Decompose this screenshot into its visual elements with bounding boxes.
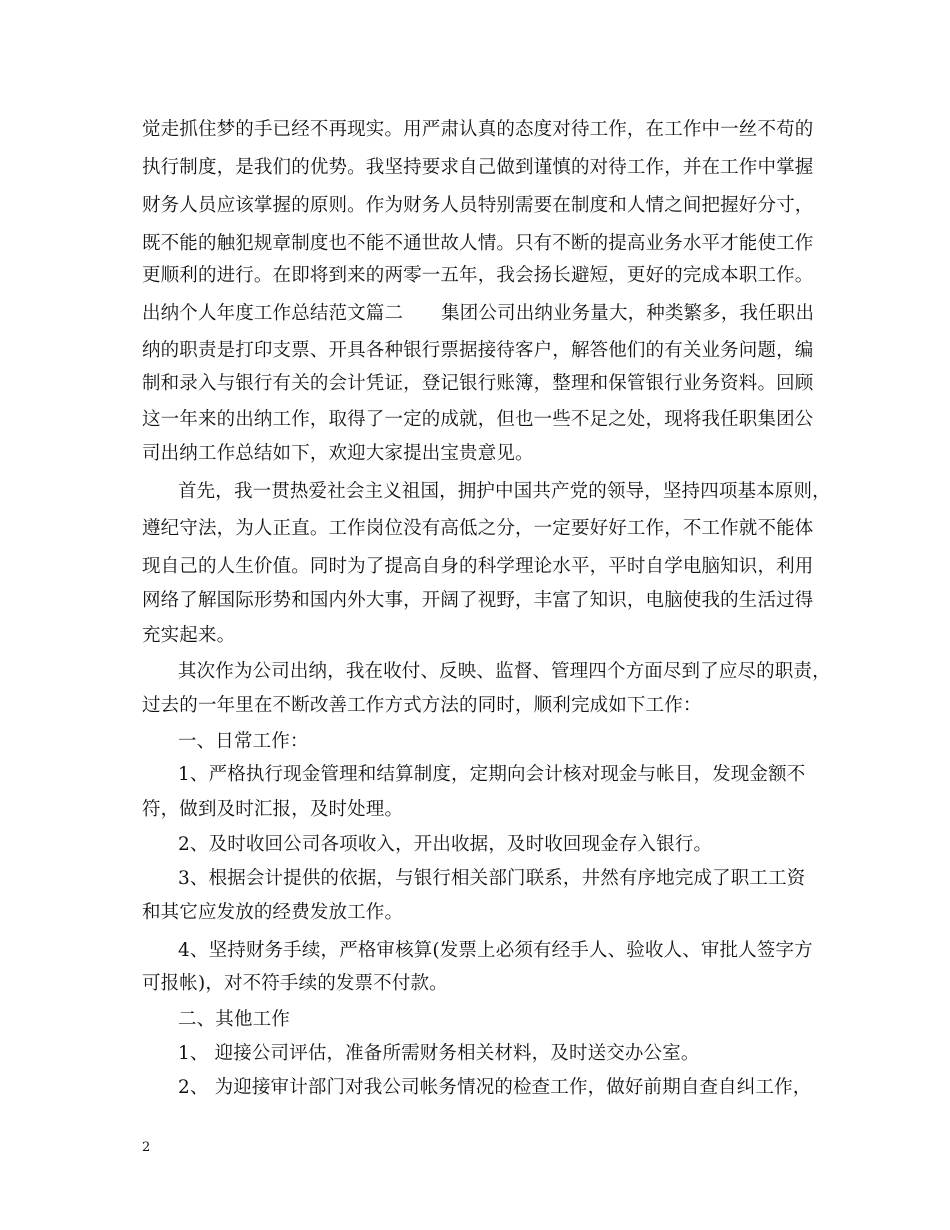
- list-item-line: 2、及时收回公司各项收入，开出收据，及时收回现金存入银行。: [178, 834, 713, 855]
- paragraph-line: 司出纳工作总结如下，欢迎大家提出宝贵意见。: [142, 443, 534, 464]
- list-item-line: 2、 为迎接审计部门对我公司帐务情况的检查工作，做好前期自查自纠工作，: [178, 1077, 812, 1098]
- paragraph-line: 更顺利的进行。在即将到来的两零一五年，我会扬长避短，更好的完成本职工作。: [142, 265, 814, 286]
- paragraph-line: 觉走抓住梦的手已经不再现实。用严肃认真的态度对待工作，在工作中一丝不苟的: [142, 119, 814, 140]
- list-heading: 一、日常工作：: [178, 731, 309, 752]
- paragraph-line: 充实起来。: [142, 625, 236, 646]
- paragraph-line: 既不能的触犯规章制度也不能不通世故人情。只有不断的提高业务水平才能使工作: [142, 233, 814, 254]
- paragraph-line: 这一年来的出纳工作，取得了一定的成就，但也一些不足之处，现将我任职集团公: [142, 409, 814, 430]
- paragraph-line: 网络了解国际形势和国内外大事，开阔了视野，丰富了知识，电脑使我的生活过得: [142, 590, 814, 611]
- paragraph-line: 执行制度，是我们的优势。我坚持要求自己做到谨慎的对待工作，并在工作中掌握: [142, 157, 814, 178]
- list-item-line: 和其它应发放的经费发放工作。: [142, 902, 404, 923]
- page-number: 2: [142, 1140, 151, 1155]
- list-heading: 二、其他工作: [178, 1009, 290, 1030]
- paragraph-line: 遵纪守法，为人正直。工作岗位没有高低之分，一定要好好工作，不工作就不能体: [142, 518, 814, 539]
- list-item-line: 4、坚持财务手续，严格审核算(发票上必须有经手人、验收人、审批人签字方: [178, 940, 813, 961]
- paragraph-line: 纳的职责是打印支票、开具各种银行票据接待客户，解答他们的有关业务问题，编: [142, 340, 814, 361]
- list-item-line: 3、根据会计提供的依据，与银行相关部门联系，井然有序地完成了职工工资: [178, 868, 806, 889]
- section-title: 出纳个人年度工作总结范文篇二: [142, 303, 404, 324]
- section-heading-line: [142, 302, 814, 326]
- paragraph-line: 其次作为公司出纳，我在收付、反映、监督、管理四个方面尽到了应尽的职责，: [178, 661, 831, 682]
- list-item-line: 可报帐)，对不符手续的发票不付款。: [142, 973, 448, 994]
- paragraph-line: 过去的一年里在不断改善工作方式方法的同时，顺利完成如下工作：: [142, 695, 702, 716]
- paragraph-line: 财务人员应该掌握的原则。作为财务人员特别需要在制度和人情之间把握好分寸，: [142, 195, 814, 216]
- list-item-line: 1、 迎接公司评估，准备所需财务相关材料，及时送交办公室。: [178, 1043, 700, 1064]
- paragraph-line: 首先，我一贯热爱社会主义祖国，拥护中国共产党的领导，坚持四项基本原则，: [178, 481, 831, 502]
- list-item-line: 符，做到及时汇报，及时处理。: [142, 799, 404, 820]
- section-intro: 集团公司出纳业务量大，种类繁多，我任职出: [441, 303, 815, 324]
- list-item-line: 1、严格执行现金管理和结算制度，定期向会计核对现金与帐目，发现金额不: [178, 764, 806, 785]
- paragraph-line: 现自己的人生价值。同时为了提高自身的科学理论水平，平时自学电脑知识，利用: [142, 556, 814, 577]
- paragraph-line: 制和录入与银行有关的会计凭证，登记银行账簿，整理和保管银行业务资料。回顾: [142, 373, 814, 394]
